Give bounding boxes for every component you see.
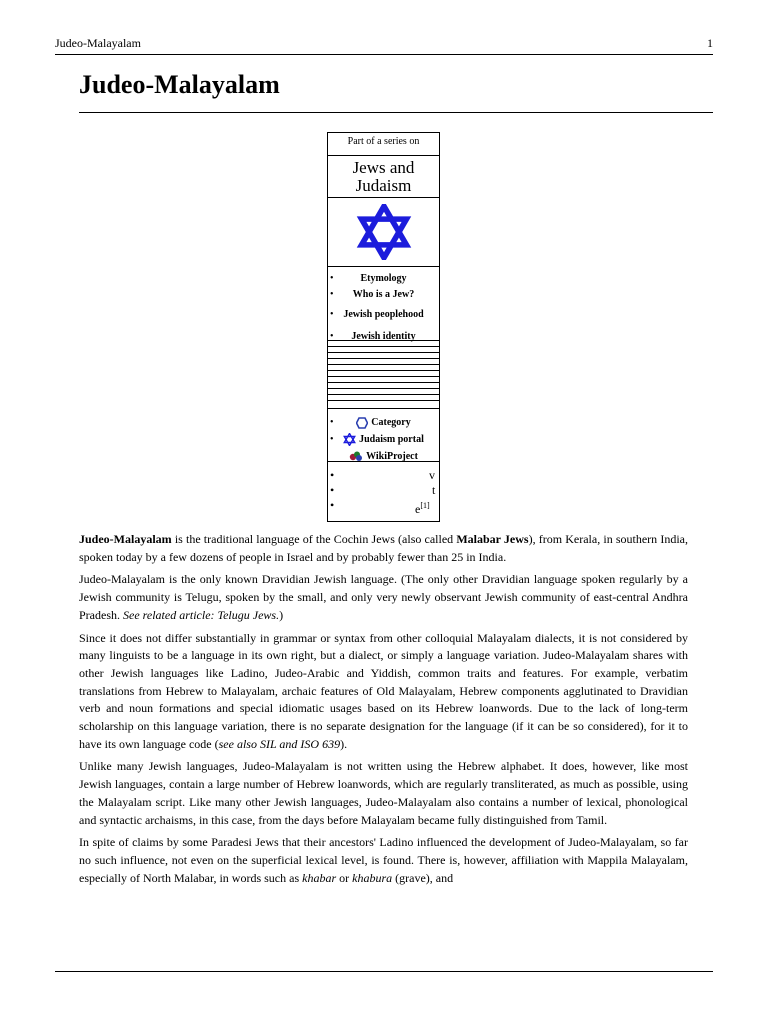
infobox-title-line2: Judaism <box>355 176 412 195</box>
paragraph: Since it does not differ substantially in grammar or syntax from other colloquial Malayalam dialects, it is not considered by many linguists to be a language in its own right, but a dialect, or simply a language variation. Judeo-Malayalam shares with other Jewish languages like Ladino, Judeo-Arabic and Yiddish, common traits and features. For example, verbatim translations from Hebrew to Malayalam, archaic features of Old Malayalam, Hebrew components agglutinated to Dravidian verb and noun formations and special idiomatic usages based on its Hebrew loanwords. Due to the lack of long-term scholarship on this language variation, there is no separate designation for the language (if it can be so considered), for it to have its own language code (see also SIL and ISO 639). <box>79 630 688 751</box>
vte-view[interactable]: v <box>429 468 435 482</box>
infobox-title <box>328 156 439 198</box>
infobox-topic-item[interactable]: • Jewish identity <box>330 331 416 342</box>
reference-mark[interactable]: [1] <box>420 501 430 510</box>
topic-link[interactable]: Etymology <box>360 273 407 284</box>
judaism-portal-label[interactable]: Judaism portal <box>359 434 424 445</box>
category-link-label[interactable]: Category <box>371 417 411 428</box>
infobox-image <box>328 198 439 267</box>
infobox-collapsed-sections <box>328 341 439 409</box>
header-rule <box>55 54 713 55</box>
infobox-topic-item[interactable]: • Who is a Jew? <box>330 289 415 300</box>
star-of-david-icon <box>343 433 356 446</box>
topic-link[interactable]: Who is a Jew? <box>352 289 415 300</box>
infobox-topic-item[interactable]: • Jewish peoplehood <box>330 309 424 320</box>
paragraph: Judeo-Malayalam is the traditional language of the Cochin Jews (also called Malabar Jews), from Kerala, in southern India, spoken today by a few dozens of people in Israel and by probably fewer than 25 in India. <box>79 532 688 564</box>
infobox <box>327 132 440 522</box>
vte-talk[interactable]: t <box>432 483 436 497</box>
running-header <box>55 36 713 51</box>
category-icon <box>356 417 368 429</box>
star-of-david-icon <box>356 204 412 260</box>
infobox-pretitle: Part of a series on <box>328 133 439 156</box>
judaism-portal-link[interactable]: • Judaism portal <box>328 431 439 448</box>
wikiproject-icon <box>349 451 363 462</box>
running-title: Judeo-Malayalam <box>55 36 141 50</box>
infobox-topics <box>328 267 439 341</box>
article-body <box>79 531 688 892</box>
vte-talk-link[interactable]: • t <box>330 483 436 497</box>
topic-link[interactable]: Jewish peoplehood <box>343 309 424 320</box>
paragraph: Judeo-Malayalam is the only known Dravidian Jewish language. (The only other Dravidian language spoken regularly by a Jewish community is Telugu, spoken by the small, and only very newly observant Jewish community of east-central Andhra Pradesh. See related article: Telugu Jews.) <box>79 572 688 622</box>
page-number: 1 <box>707 36 713 50</box>
title-rule <box>79 112 713 113</box>
wikiproject-link[interactable] <box>328 448 439 465</box>
footer-rule <box>55 971 713 972</box>
infobox-title-line1: Jews and <box>352 158 415 177</box>
page-title: Judeo-Malayalam <box>79 70 280 99</box>
wikiproject-label[interactable]: WikiProject <box>366 451 418 462</box>
category-link[interactable]: • Category <box>328 414 439 431</box>
paragraph: Unlike many Jewish languages, Judeo-Malayalam is not written using the Hebrew alphabet. It does, however, like most Jewish languages, contain a large number of Hebrew loanwords, which are regularly transliterated, as much as possible, using the Malayalam script. Like many other Jewish languages, Judeo-Malayalam also contains a number of lexical, phonological and syntactic archaisms, in this case, from the days before Malayalam became fully distinguished from Tamil. <box>79 759 688 827</box>
collapsed-row <box>328 401 439 407</box>
infobox-links <box>328 409 439 462</box>
infobox-topic-item[interactable]: • Etymology <box>330 273 407 284</box>
infobox-vte <box>328 462 439 516</box>
topic-link[interactable]: Jewish identity <box>351 331 416 342</box>
vte-edit-link[interactable]: • e[1] <box>330 498 430 516</box>
vte-edit[interactable]: e <box>415 502 421 516</box>
paragraph: In spite of claims by some Paradesi Jews that their ancestors' Ladino influenced the development of Judeo-Malayalam, so far no such influence, not even on the superficial lexical level, is found. There is, however, affiliation with Mappila Malayalam, especially of North Malabar, in words such as khabar or khabura (grave), and <box>79 835 688 885</box>
vte-view-link[interactable]: • v <box>330 468 435 482</box>
